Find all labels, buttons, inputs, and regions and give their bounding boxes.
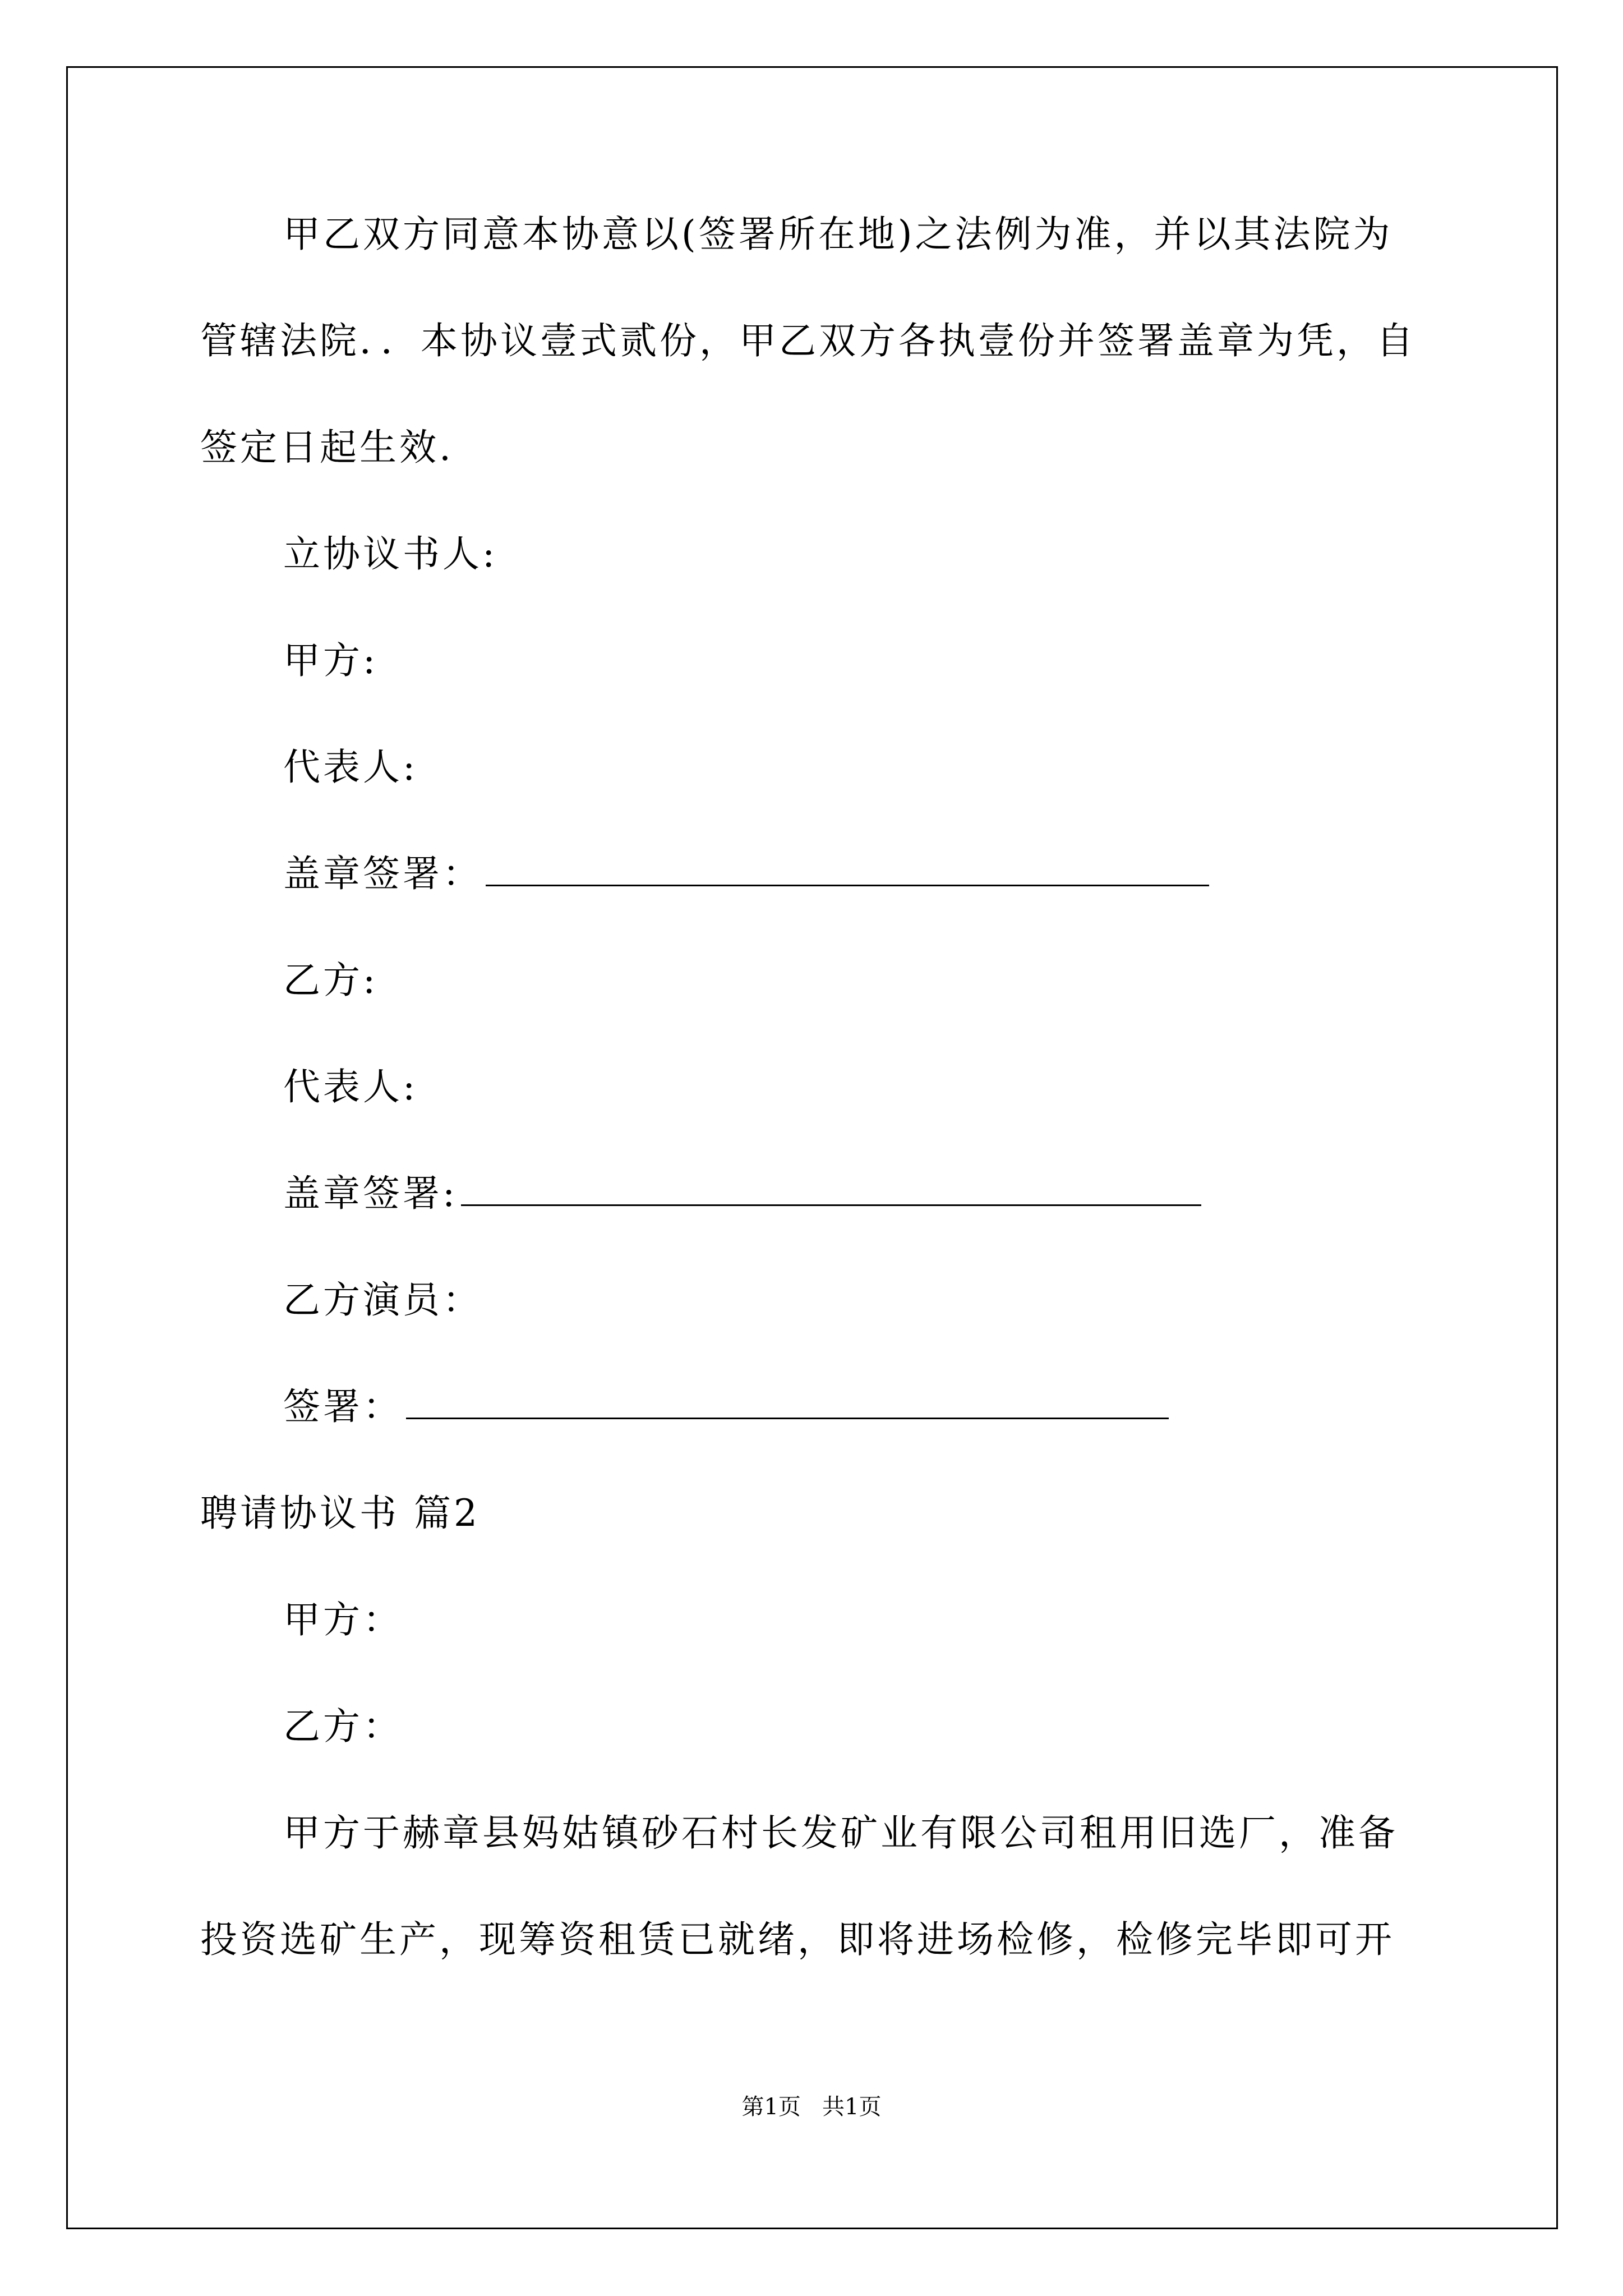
party-a-rep-label: 代表人: <box>283 746 418 789</box>
section2-party-a-label: 甲方： <box>283 1598 403 1641</box>
party-b-seal-label: 盖章签署: <box>283 1172 458 1215</box>
actor-signature-row <box>283 1384 1169 1429</box>
paragraph-2-line-1: 甲方于赫章县妈姑镇砂石村长发矿业有限公司租用旧选厂，准备 <box>283 1811 1398 1855</box>
paragraph-1-line-1: 甲乙双方同意本协意以(签署所在地)之法例为准，并以其法院为 <box>283 213 1393 256</box>
section2-party-b-label: 乙方： <box>283 1705 403 1748</box>
actor-signature-line <box>406 1416 1169 1419</box>
section-title: 聘请协议书 篇2 <box>200 1492 480 1535</box>
party-a-signature-line <box>486 884 1209 886</box>
paragraph-1-line-2: 管辖法院．．本协议壹式贰份，甲乙双方各执壹份并签署盖章为凭，自 <box>200 319 1416 362</box>
signatories-heading: 立协议书人: <box>283 532 498 576</box>
party-a-seal-row <box>283 852 1209 896</box>
party-a-seal-label: 盖章签署： <box>283 852 482 895</box>
party-b-signature-line <box>461 1203 1201 1206</box>
party-a-label: 甲方: <box>283 639 379 682</box>
party-b-actor-label: 乙方演员： <box>283 1278 482 1322</box>
party-b-label: 乙方: <box>283 959 379 1002</box>
page-footer: 第1页 共1页 <box>741 2094 882 2120</box>
actor-signature-label: 签署： <box>283 1385 403 1428</box>
party-b-seal-row <box>283 1171 1201 1216</box>
page-border <box>66 66 1558 2229</box>
paragraph-2-line-2: 投资选矿生产，现筹资租赁已就绪，即将进场检修，检修完毕即可开 <box>200 1918 1395 1961</box>
party-b-rep-label: 代表人: <box>283 1065 418 1108</box>
paragraph-1-line-3: 签定日起生效. <box>200 426 454 469</box>
